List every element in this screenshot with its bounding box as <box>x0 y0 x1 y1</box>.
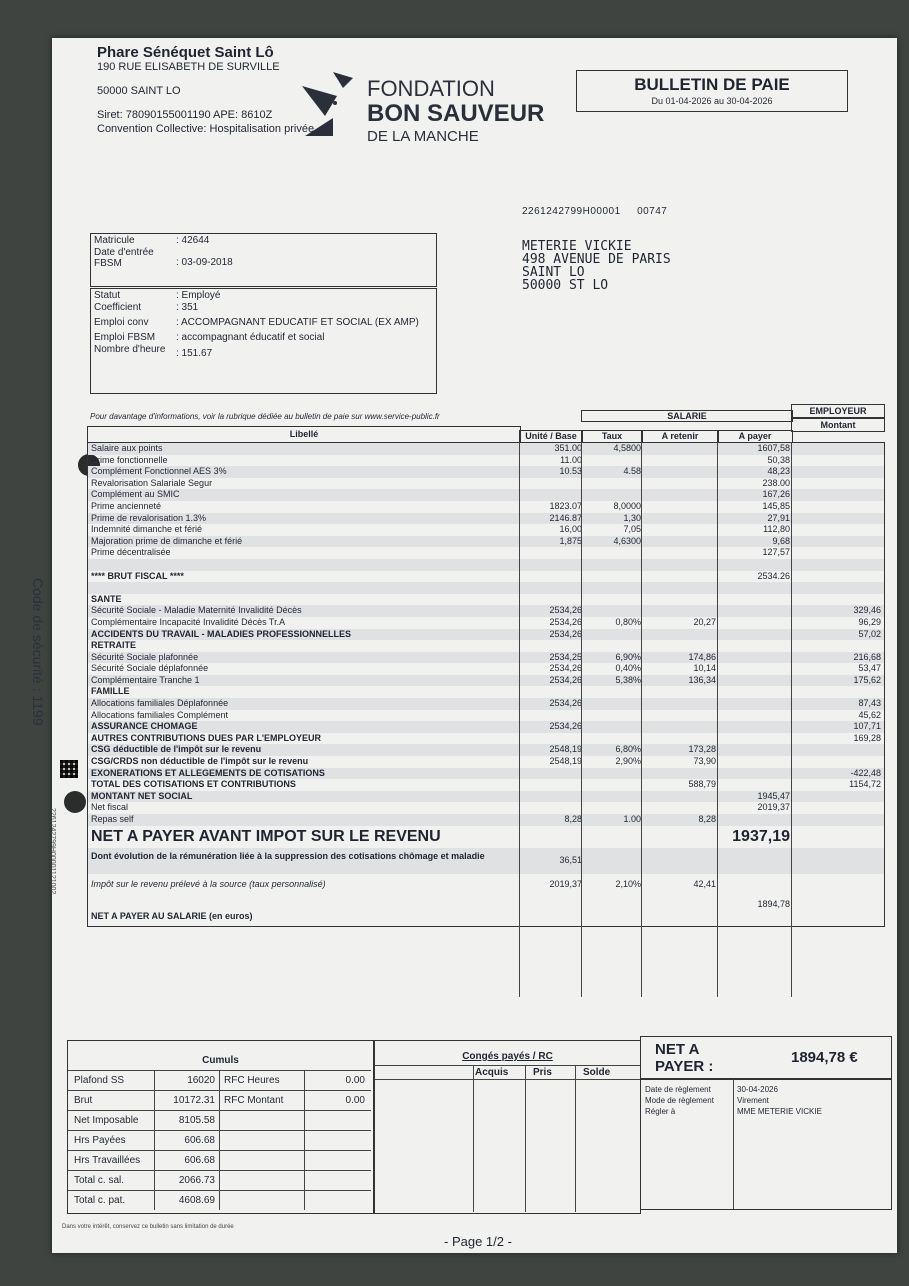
row-rate: 6,80% <box>615 744 641 755</box>
recipient-address <box>522 240 671 292</box>
row-label: ACCIDENTS DU TRAVAIL - MALADIES PROFESSIONNELLES <box>91 628 352 639</box>
row-label: CSG déductible de l'impôt sur le revenu <box>91 744 262 755</box>
row-label: Sécurité Sociale - Maladie Maternité Invalidité Décès <box>91 605 302 616</box>
payment-payee-label: Régler à <box>645 1107 676 1116</box>
cumul-value2 <box>305 1190 371 1210</box>
cumul-label2: RFC Montant <box>220 1090 305 1110</box>
row-label: RETRAITE <box>91 640 136 651</box>
row-label: Complément Fonctionnel AES 3% <box>91 466 227 477</box>
info-label: Statut <box>94 290 121 301</box>
row-base: 2534,26 <box>549 698 582 709</box>
cumul-value: 8105.58 <box>155 1110 220 1130</box>
row-base: 11.00 <box>560 454 582 465</box>
cumuls-row <box>68 1150 373 1170</box>
info-label: Nombre d'heure <box>94 344 166 355</box>
punch-hole-icon <box>64 791 86 813</box>
footer-note: Dans votre intérêt, conservez ce bulletin sans limitation de durée <box>62 1224 234 1230</box>
info-label: Date d'entrée FBSM <box>94 247 154 269</box>
row-base: 1,875 <box>559 535 582 546</box>
header-a-retenir: A retenir <box>641 430 719 443</box>
row-label: FAMILLE <box>91 686 130 697</box>
row-label: Prime ancienneté <box>91 500 162 511</box>
header-salarie: SALARIE <box>581 410 793 422</box>
row-deduction: 10,14 <box>693 663 716 674</box>
table-row <box>88 721 884 733</box>
cumul-label2 <box>220 1130 305 1150</box>
table-row <box>88 594 884 606</box>
table-row <box>88 617 884 629</box>
info-value: : 03-09-2018 <box>176 257 233 268</box>
net-a-payer-box <box>640 1036 892 1080</box>
security-code: Code de sécurité : 1199 <box>30 578 46 726</box>
employee-ident: 2261242799H00001 <box>522 206 621 217</box>
cumul-value2 <box>305 1150 371 1170</box>
row-payment: 127,57 <box>762 547 790 558</box>
cumul-label: Brut <box>68 1090 155 1110</box>
page-number: - Page 1/2 - <box>444 1234 512 1249</box>
cumul-value2 <box>305 1170 371 1190</box>
cumuls-box <box>67 1040 374 1214</box>
recipient-line3: SAINT LO <box>522 265 585 280</box>
column-divider <box>641 442 642 997</box>
company-siret: Siret: 78090155001190 APE: 8610Z <box>97 109 273 121</box>
table-row <box>88 605 884 617</box>
row-deduction: 588,79 <box>688 779 716 790</box>
row-employer-amount: 169,28 <box>853 732 881 743</box>
conges-acquis: Acquis <box>475 1067 509 1078</box>
logo-line1: FONDATION <box>367 76 495 101</box>
cumul-label2 <box>220 1190 305 1210</box>
info-label: Emploi FBSM <box>94 332 156 343</box>
cumuls-row <box>68 1170 373 1190</box>
cumul-value: 16020 <box>155 1070 220 1090</box>
table-row <box>88 478 884 490</box>
row-label: Complémentaire Tranche 1 <box>91 674 200 685</box>
employee-info-box-1 <box>90 233 437 287</box>
table-row <box>88 501 884 513</box>
cumul-label: Total c. pat. <box>68 1190 155 1210</box>
row-rate: 8,0000 <box>613 500 641 511</box>
row-label: AUTRES CONTRIBUTIONS DUES PAR L'EMPLOYEUR <box>91 732 321 743</box>
row-rate: 2,90% <box>615 756 641 767</box>
payment-payee-value: MME METERIE VICKIE <box>737 1107 822 1116</box>
header-montant: Montant <box>791 418 885 432</box>
row-employer-amount: 175,62 <box>853 674 881 685</box>
row-employer-amount: -422,48 <box>850 767 881 778</box>
table-row <box>88 640 884 652</box>
row-rate: 7,05 <box>623 524 641 535</box>
table-row <box>88 466 884 478</box>
row-rate: 4,5800 <box>613 443 641 453</box>
evolution-value: 36,51 <box>559 854 582 865</box>
row-payment: 2534.26 <box>757 570 790 581</box>
table-row <box>88 710 884 722</box>
conges-pris: Pris <box>533 1067 552 1078</box>
company-convention: Convention Collective: Hospitalisation privée <box>97 123 315 135</box>
side-reference: 2261242799H00001121002 <box>49 808 56 895</box>
foundation-logo <box>297 58 547 158</box>
table-row <box>88 443 884 455</box>
table-row <box>88 768 884 780</box>
row-payment: 27,91 <box>767 512 790 523</box>
table-row <box>88 779 884 791</box>
cumul-label: Total c. sal. <box>68 1170 155 1190</box>
info-value: : Employé <box>176 290 221 301</box>
cumul-label2: RFC Heures <box>220 1070 305 1090</box>
row-label: Complément au SMIC <box>91 489 180 500</box>
header-taux: Taux <box>581 430 643 443</box>
row-label: Net fiscal <box>91 802 129 813</box>
recipient-line2: 498 AVENUE DE PARIS <box>522 252 671 267</box>
row-base: 2534,25 <box>549 651 582 662</box>
cumuls-table <box>68 1070 373 1210</box>
company-address-line2: 50000 SAINT LO <box>97 85 181 97</box>
company-block <box>97 46 314 136</box>
header-employeur: EMPLOYEUR <box>791 404 885 418</box>
payment-details-box <box>640 1078 892 1210</box>
income-tax-value: 42,41 <box>693 878 716 889</box>
table-row <box>88 652 884 664</box>
table-row <box>88 582 884 594</box>
cumul-label: Hrs Payées <box>68 1130 155 1150</box>
table-row <box>88 791 884 803</box>
row-base: 2534,26 <box>549 605 582 616</box>
table-row <box>88 686 884 698</box>
info-row <box>91 344 436 359</box>
row-base: 2146.87 <box>549 512 582 523</box>
cumul-label2 <box>220 1110 305 1130</box>
net-pay-label-line1: NET A <box>655 1041 700 1058</box>
table-row <box>88 802 884 814</box>
row-employer-amount: 216,68 <box>853 651 881 662</box>
cumul-label2 <box>220 1170 305 1190</box>
net-salarie-label: NET A PAYER AU SALARIE (en euros) <box>91 910 253 921</box>
info-note: Pour davantage d'informations, voir la rubrique dédiée au bulletin de paie sur www.service-public.fr <box>90 412 440 421</box>
cumul-value: 10172.31 <box>155 1090 220 1110</box>
row-payment: 167,26 <box>762 489 790 500</box>
cumul-value: 4608.69 <box>155 1190 220 1210</box>
employee-info-box-2 <box>90 288 437 394</box>
info-label: Emploi conv <box>94 317 149 328</box>
info-value: : ACCOMPAGNANT EDUCATIF ET SOCIAL (EX AMP) <box>176 317 419 328</box>
table-row <box>88 571 884 583</box>
info-row <box>91 317 436 328</box>
row-label: Allocations familiales Déplafonnée <box>91 698 229 709</box>
cumuls-row <box>68 1190 373 1210</box>
table-row <box>88 455 884 467</box>
row-payment: 238.00 <box>762 477 790 488</box>
row-payment: 145,85 <box>762 500 790 511</box>
income-tax-base: 2019,37 <box>549 878 582 889</box>
row-rate: 6,90% <box>615 651 641 662</box>
header-a-payer: A payer <box>717 430 793 443</box>
table-row <box>88 489 884 501</box>
payslip-page <box>30 38 897 1253</box>
cumuls-title: Cumuls <box>202 1055 239 1066</box>
cumul-value: 606.68 <box>155 1150 220 1170</box>
cumul-label: Plafond SS <box>68 1070 155 1090</box>
row-label: Majoration prime de dimanche et férié <box>91 535 243 546</box>
cumul-label2 <box>220 1150 305 1170</box>
row-label: ASSURANCE CHOMAGE <box>91 721 198 732</box>
row-label: Prime fonctionnelle <box>91 454 168 465</box>
table-row-net-before-tax <box>88 826 884 848</box>
row-base: 351.00 <box>554 443 582 453</box>
net-pay-label <box>655 1041 713 1075</box>
row-base: 2534,26 <box>549 628 582 639</box>
row-employer-amount: 53,47 <box>858 663 881 674</box>
row-rate: 0,80% <box>615 616 641 627</box>
row-rate: 4.58 <box>623 466 641 477</box>
row-base: 2534,26 <box>549 674 582 685</box>
payment-mode-value: Virement <box>737 1096 769 1105</box>
info-label: Matricule <box>94 235 135 246</box>
logo-line2: BON SAUVEUR <box>367 100 545 127</box>
info-row <box>91 235 436 246</box>
table-row <box>88 536 884 548</box>
evolution-label: Dont évolution de la rémunération liée à la suppression des cotisations chômage et maladie <box>91 850 485 861</box>
company-address-line1: 190 RUE ELISABETH DE SURVILLE <box>97 61 280 73</box>
row-base: 1823.07 <box>549 500 582 511</box>
row-rate: 4,6300 <box>613 535 641 546</box>
row-payment: 9,68 <box>772 535 790 546</box>
info-value: : accompagnant éducatif et social <box>176 332 325 343</box>
row-label: **** BRUT FISCAL **** <box>91 570 184 581</box>
net-before-tax-value: 1937,19 <box>732 827 790 845</box>
column-divider <box>519 442 520 997</box>
row-base: 16,00 <box>559 524 582 535</box>
row-payment: 1607,58 <box>757 443 790 453</box>
row-label: Indemnité dimanche et férié <box>91 524 203 535</box>
net-pay-label-line2: PAYER : <box>655 1058 714 1075</box>
row-employer-amount: 107,71 <box>853 721 881 732</box>
cumul-value2: 0.00 <box>305 1070 371 1090</box>
cumul-value2 <box>305 1130 371 1150</box>
row-payment: 50,38 <box>767 454 790 465</box>
row-rate: 1.00 <box>623 814 641 824</box>
row-rate: 1,30 <box>623 512 641 523</box>
net-salarie-value: 1894,78 <box>757 898 790 909</box>
row-label: CSG/CRDS non déductible de l'impôt sur le revenu <box>91 756 309 767</box>
table-row <box>88 663 884 675</box>
net-before-tax-label: NET A PAYER AVANT IMPOT SUR LE REVENU <box>91 827 441 845</box>
row-payment: 48,23 <box>767 466 790 477</box>
row-payment: 1945,47 <box>757 790 790 801</box>
row-label: MONTANT NET SOCIAL <box>91 790 193 801</box>
row-label: Allocations familiales Complément <box>91 709 229 720</box>
cumuls-row <box>68 1090 373 1110</box>
table-body <box>87 442 885 927</box>
row-deduction: 20,27 <box>693 616 716 627</box>
row-employer-amount: 57,02 <box>858 628 881 639</box>
info-value: : 151.67 <box>176 348 213 359</box>
row-deduction: 8,28 <box>698 814 716 824</box>
row-label: Sécurité Sociale déplafonnée <box>91 663 209 674</box>
info-value: : 351 <box>176 302 199 313</box>
employee-code: 00747 <box>637 206 668 217</box>
info-row <box>91 332 436 343</box>
row-deduction: 136,34 <box>688 674 716 685</box>
info-row <box>91 290 436 301</box>
cumuls-row <box>68 1070 373 1090</box>
conges-box <box>374 1040 641 1214</box>
row-label: Repas self <box>91 814 134 824</box>
table-row <box>88 814 884 826</box>
row-deduction: 173,28 <box>688 744 716 755</box>
cumul-value: 606.68 <box>155 1130 220 1150</box>
payment-date-value: 30-04-2026 <box>737 1085 778 1094</box>
row-base: 10.53 <box>559 466 582 477</box>
cumul-value2: 0.00 <box>305 1090 371 1110</box>
row-base: 2534,26 <box>549 721 582 732</box>
row-employer-amount: 45,62 <box>858 709 881 720</box>
logo-line3: DE LA MANCHE <box>367 128 479 145</box>
row-base: 2548,19 <box>549 744 582 755</box>
row-employer-amount: 96,29 <box>858 616 881 627</box>
row-label: Sécurité Sociale plafonnée <box>91 651 199 662</box>
info-row <box>91 247 436 269</box>
employee-reference <box>522 206 667 217</box>
row-base: 8,28 <box>564 814 582 824</box>
row-label: Prime de revalorisation 1.3% <box>91 512 207 523</box>
info-value: : 42644 <box>176 235 210 246</box>
table-row <box>88 744 884 756</box>
row-base: 2548,19 <box>549 756 582 767</box>
row-payment: 112,80 <box>763 524 790 535</box>
row-payment: 2019,37 <box>757 802 790 813</box>
row-rate: 5,38% <box>615 674 641 685</box>
conges-solde: Solde <box>583 1067 611 1078</box>
table-row <box>88 524 884 536</box>
income-tax-rate: 2,10% <box>615 878 641 889</box>
table-row <box>88 733 884 745</box>
info-row <box>91 302 436 313</box>
column-divider <box>791 442 792 997</box>
row-deduction: 73,90 <box>693 756 716 767</box>
table-row <box>88 547 884 559</box>
row-deduction: 174,86 <box>688 651 716 662</box>
recipient-line4: 50000 ST LO <box>522 278 609 293</box>
column-divider <box>581 442 582 997</box>
table-row <box>88 559 884 571</box>
qr-code-icon <box>60 760 78 778</box>
table-row-evolution <box>88 848 884 874</box>
company-name: Phare Sénéquet Saint Lô <box>97 44 274 61</box>
cumul-label: Net Imposable <box>68 1110 155 1130</box>
row-base: 2534,26 <box>549 663 582 674</box>
table-row <box>88 698 884 710</box>
row-label: EXONERATIONS ET ALLEGEMENTS DE COTISATIONS <box>91 767 325 778</box>
bulletin-title-box <box>576 70 848 112</box>
cumul-value2 <box>305 1110 371 1130</box>
table-row-net-salarie <box>88 894 884 926</box>
cumul-value: 2066.73 <box>155 1170 220 1190</box>
row-label: Salaire aux points <box>91 443 163 453</box>
header-libelle: Libellé <box>87 426 521 443</box>
table-row <box>88 756 884 768</box>
column-divider <box>717 442 718 997</box>
cumuls-row <box>68 1110 373 1130</box>
row-label: SANTE <box>91 593 122 604</box>
row-label: Revalorisation Salariale Segur <box>91 477 213 488</box>
row-employer-amount: 329,46 <box>853 605 881 616</box>
table-row <box>88 675 884 687</box>
row-employer-amount: 1154,72 <box>849 779 881 790</box>
row-employer-amount: 87,43 <box>858 698 881 709</box>
cumul-label: Hrs Travaillées <box>68 1150 155 1170</box>
row-label: TOTAL DES COTISATIONS ET CONTRIBUTIONS <box>91 779 296 790</box>
bulletin-period: Du 01-04-2026 au 30-04-2026 <box>651 96 773 106</box>
bulletin-title: BULLETIN DE PAIE <box>634 75 790 94</box>
header-unite: Unité / Base <box>519 430 583 443</box>
table-row <box>88 513 884 525</box>
info-label: Coefficient <box>94 302 142 313</box>
cumuls-row <box>68 1130 373 1150</box>
payment-date-label: Date de règlement <box>645 1085 711 1094</box>
row-label: Prime décentralisée <box>91 547 171 558</box>
payment-mode-label: Mode de règlement <box>645 1096 714 1105</box>
conges-title: Congés payés / RC <box>462 1051 553 1062</box>
recipient-line1: METERIE VICKIE <box>522 239 632 254</box>
row-rate: 0,40% <box>615 663 641 674</box>
income-tax-label: Impôt sur le revenu prélevé à la source (taux personnalisé) <box>91 878 326 889</box>
row-label: Complémentaire Incapacité Invalidité Décès Tr.A <box>91 616 286 627</box>
row-base: 2534,26 <box>549 616 582 627</box>
table-row <box>88 629 884 641</box>
foundation-logo-icon <box>297 58 357 148</box>
net-pay-amount: 1894,78 € <box>791 1049 858 1066</box>
